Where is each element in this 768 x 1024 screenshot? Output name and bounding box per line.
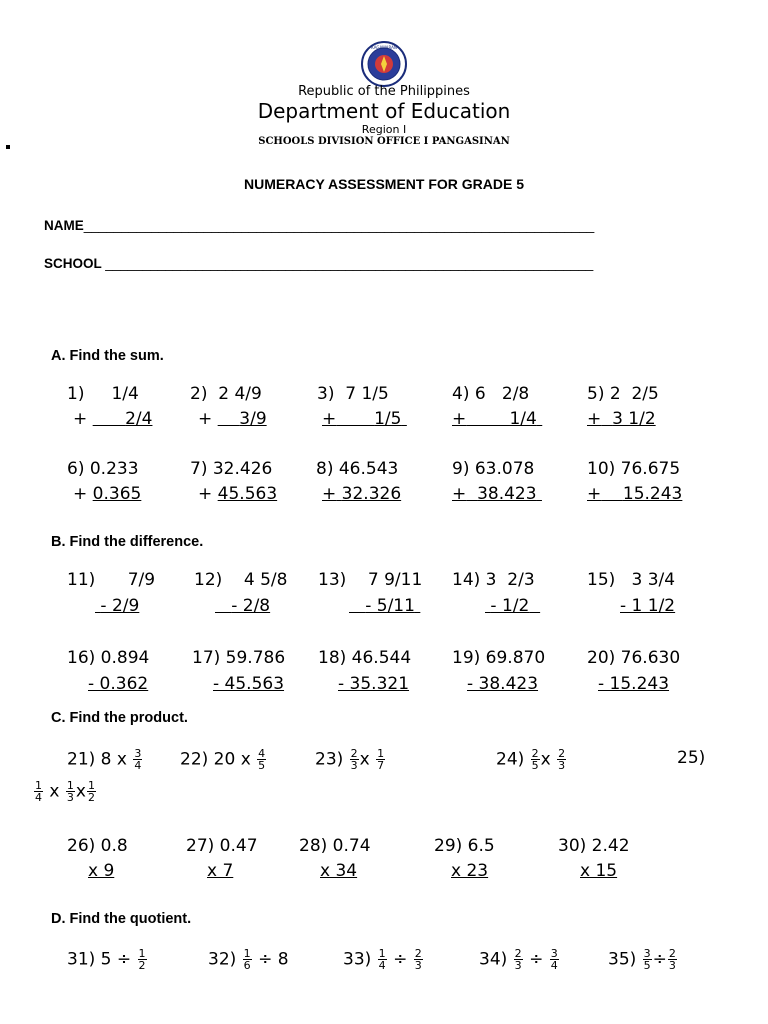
problem-17-bottom: - 45.563 <box>213 674 285 694</box>
plus-sign: + <box>73 409 88 429</box>
problem-33: 33) $\frac{1}{4}$ ÷ $\frac{2}{3}$ <box>343 947 422 972</box>
problem-12-top: 12) 4 5/8 <box>194 570 288 590</box>
problem-30-bottom: x 15 <box>580 861 618 881</box>
problem-5-bottom: + 3 1/2 <box>587 409 656 429</box>
problem-34: 34) $\frac{2}{3}$ ÷ $\frac{3}{4}$ <box>479 947 558 972</box>
problem-10-bottom: + 15.243 <box>587 484 683 504</box>
problem-16-top: 16) 0.894 <box>67 648 150 668</box>
problem-5-top: 5) 2 2/5 <box>587 384 659 404</box>
problem-22: 22) 20 x $\frac{4}{5}$ <box>180 747 266 772</box>
name-field[interactable] <box>44 218 594 233</box>
fraction: $\frac{3}{4}$ <box>134 747 142 772</box>
problem-2-top: 2) 2 4/9 <box>190 384 262 404</box>
problem-26-bottom: x 9 <box>88 861 115 881</box>
school-line: _________________________________________________________________ <box>105 256 594 271</box>
problem-18-top: 18) 46.544 <box>318 648 412 668</box>
problem-1-number: 1) <box>67 384 85 404</box>
region-text: Region I <box>361 123 407 136</box>
problem-1-top <box>67 384 139 404</box>
name-line: ____________________________________________________________________ <box>83 218 595 233</box>
problem-14-bottom: - 1/2 <box>490 596 530 616</box>
assessment-title: NUMERACY ASSESSMENT FOR GRADE 5 <box>243 176 525 192</box>
problem-27-bottom: x 7 <box>207 861 234 881</box>
section-c-heading: C. Find the product. <box>51 710 188 726</box>
section-b-heading: B. Find the difference. <box>51 534 204 550</box>
problem-19-bottom: - 38.423 <box>467 674 539 694</box>
problem-15-bottom: - 1 1/2 <box>620 596 676 616</box>
problem-25: $\frac{1}{4}$ x $\frac{1}{3}$ x $\frac{1}{2}$ <box>35 779 95 804</box>
problem-2-bottom: + 3/9 <box>198 409 267 429</box>
division-text: SCHOOLS DIVISION OFFICE I PANGASINAN <box>258 136 510 147</box>
problem-14-top: 14) 3 2/3 <box>452 570 535 590</box>
problem-12-bottom: - 2/8 <box>231 596 271 616</box>
problem-11-top: 11) 7/9 <box>67 570 156 590</box>
problem-26-top: 26) 0.8 <box>67 836 128 856</box>
problem-1-addend-2: 2/4 <box>125 409 153 429</box>
problem-7-bottom: + 45.563 <box>198 484 278 504</box>
problem-13-top: 13) 7 9/11 <box>318 570 423 590</box>
problem-7-top: 7) 32.426 <box>190 459 273 479</box>
problem-4-bottom: + 1/4 <box>452 409 537 429</box>
section-a-heading: A. Find the sum. <box>51 348 164 364</box>
problem-9-top: 9) 63.078 <box>452 459 535 479</box>
problem-10-top: 10) 76.675 <box>587 459 681 479</box>
problem-3-bottom: + 1/5 <box>322 409 402 429</box>
problem-25-number: 25) <box>677 748 706 768</box>
problem-11-bottom: - 2/9 <box>100 596 140 616</box>
department-title: Department of Education <box>257 99 511 123</box>
problem-21: 21) 8 x $\frac{3}{4}$ <box>67 747 142 772</box>
problem-23: 23) $\frac{2}{3}$ x $\frac{1}{7}$ <box>315 747 385 772</box>
problem-28-bottom: x 34 <box>320 861 358 881</box>
fraction: $\frac{4}{5}$ <box>258 747 266 772</box>
svg-text:KAGAWARAN: KAGAWARAN <box>371 45 397 50</box>
problem-15-top: 15) 3 3/4 <box>587 570 676 590</box>
problem-17-top: 17) 59.786 <box>192 648 286 668</box>
name-label: NAME <box>44 218 84 233</box>
problem-19-top: 19) 69.870 <box>452 648 546 668</box>
problem-28-top: 28) 0.74 <box>299 836 371 856</box>
problem-1-addend: 1/4 <box>111 384 139 404</box>
problem-8-bottom: + 32.326 <box>322 484 402 504</box>
school-label: SCHOOL <box>44 256 102 271</box>
problem-29-top: 29) 6.5 <box>434 836 495 856</box>
problem-32: 32) $\frac{1}{6}$ ÷ 8 <box>208 947 289 972</box>
school-field[interactable] <box>44 256 593 271</box>
problem-1-bottom <box>73 409 152 429</box>
problem-20-bottom: - 15.243 <box>598 674 670 694</box>
problem-13-bottom: - 5/11 <box>365 596 415 616</box>
problem-4-top: 4) 6 2/8 <box>452 384 530 404</box>
problem-3-top: 3) 7 1/5 <box>317 384 389 404</box>
problem-18-bottom: - 35.321 <box>338 674 410 694</box>
problem-30-top: 30) 2.42 <box>558 836 630 856</box>
problem-27-top: 27) 0.47 <box>186 836 258 856</box>
republic-text: Republic of the Philippines <box>298 84 470 99</box>
problem-6-top: 6) 0.233 <box>67 459 139 479</box>
problem-29-bottom: x 23 <box>451 861 489 881</box>
problem-9-bottom: + 38.423 <box>452 484 537 504</box>
problem-31: 31) 5 ÷ $\frac{1}{2}$ <box>67 947 146 972</box>
bullet-dot <box>6 145 10 149</box>
deped-seal-logo <box>350 40 418 88</box>
problem-16-bottom: - 0.362 <box>88 674 149 694</box>
problem-8-top: 8) 46.543 <box>316 459 399 479</box>
section-d-heading: D. Find the quotient. <box>51 911 192 927</box>
problem-6-bottom: + 0.365 <box>73 484 142 504</box>
problem-35: 35) $\frac{3}{5}$ ÷ $\frac{2}{3}$ <box>608 947 676 972</box>
problem-20-top: 20) 76.630 <box>587 648 681 668</box>
problem-24: 24) $\frac{2}{5}$ x $\frac{2}{3}$ <box>496 747 566 772</box>
